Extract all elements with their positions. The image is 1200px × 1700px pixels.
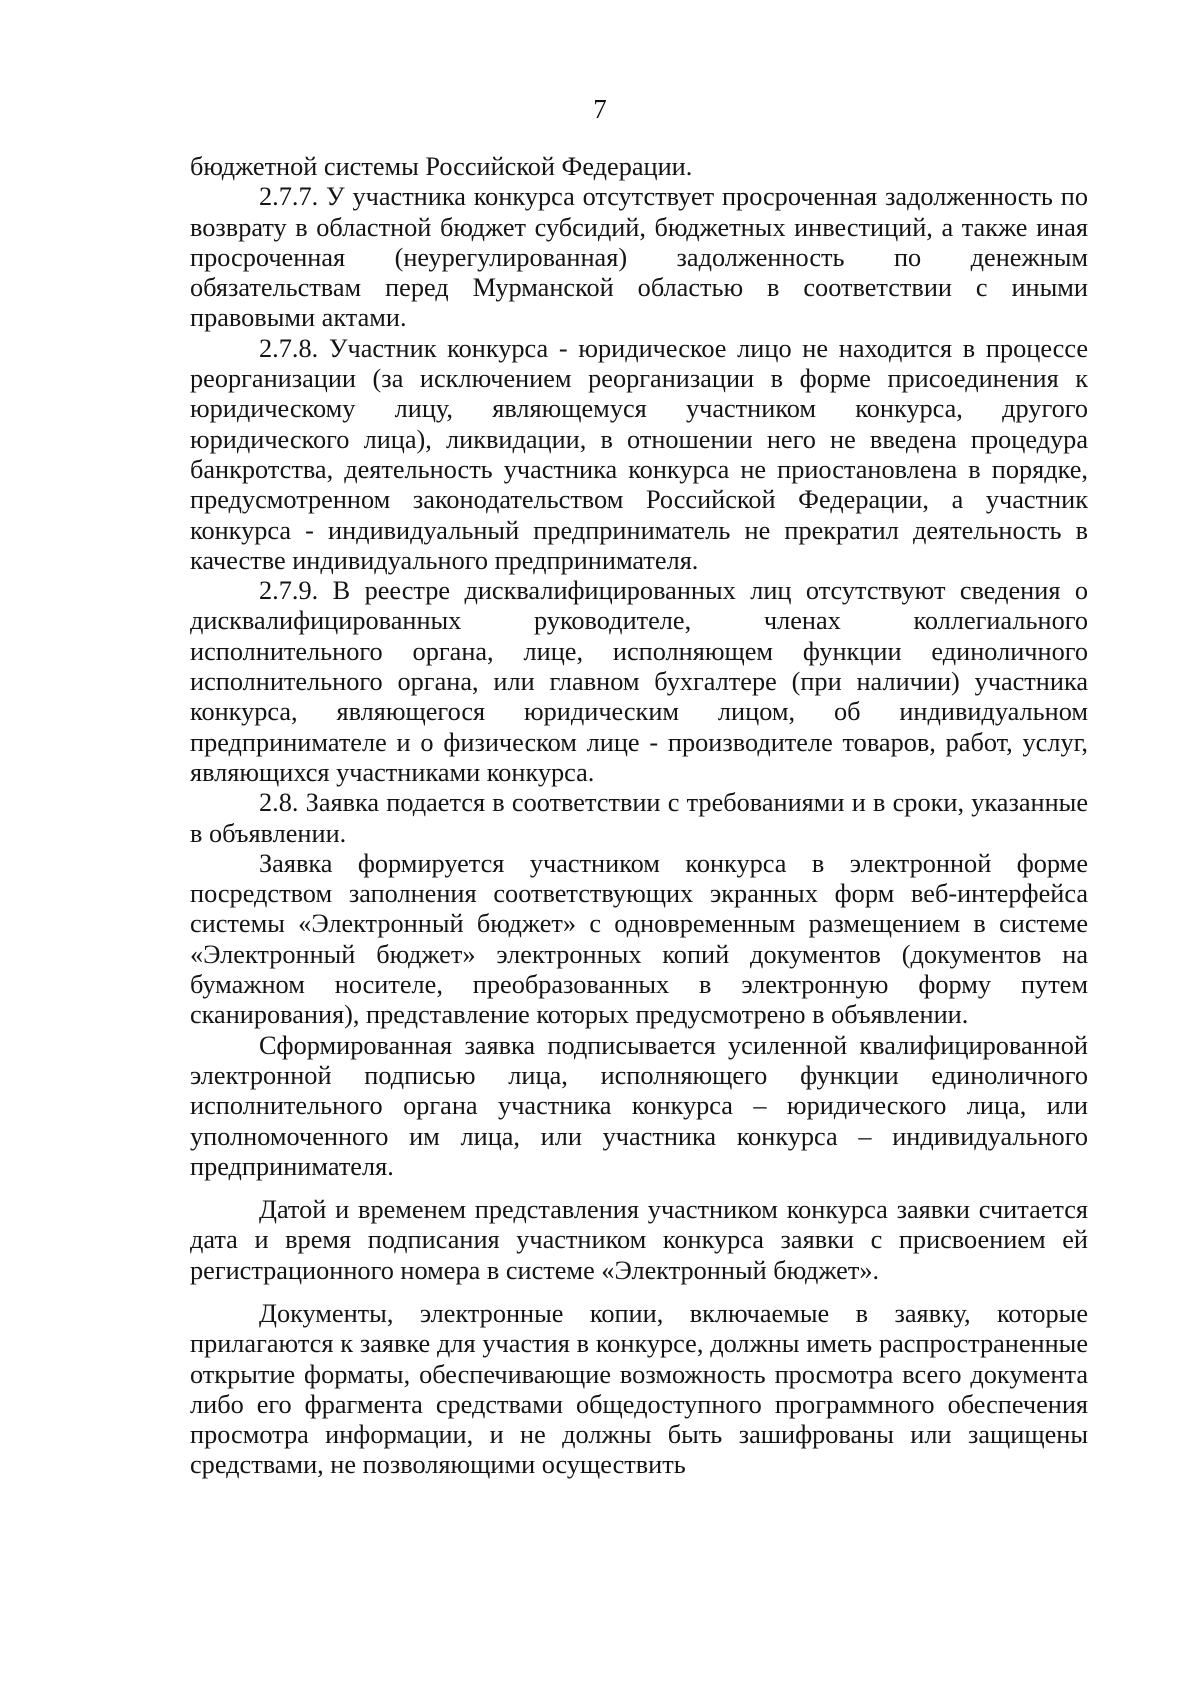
paragraph-2-7-8: 2.7.8. Участник конкурса - юридическое лицо не находится в процессе реорганизации (за исключением реорганизации в форме присоединения к юридическому лицу, являющемуся участником конкурса, другого юридического лица), ликвидации, в отношении него не введена процедура банкротства, деятельность участника конкурса не приостановлена в порядке, предусмотренном законодательством Российской Федерации, а участник конкурса - индивидуальный предприниматель не прекратил деятельность в качестве индивидуального предпринимателя. <box>190 333 1088 575</box>
paragraph-submission-date: Датой и временем представления участником конкурса заявки считается дата и время подписания участником конкурса заявки с присвоением ей регистрационного номера в системе «Электронный бюджет». <box>190 1195 1088 1285</box>
paragraph-document-formats: Документы, электронные копии, включаемые в заявку, которые прилагаются к заявке для участия в конкурсе, должны иметь распространенные открытие форматы, обеспечивающие возможность просмотра всего документа либо его фрагмента средствами общедоступного программного обеспечения просмотра информации, и не должны быть зашифрованы или защищены средствами, не позволяющими осуществить <box>190 1298 1088 1480</box>
paragraph-continuation: бюджетной системы Российской Федерации. <box>190 152 693 181</box>
paragraph-application-signature: Сформированная заявка подписывается усиленной квалифицированной электронной подписью лица, исполняющего функции единоличного исполнительного органа участника конкурса – юридического лица, или уполномоченного им лица, или участника конкурса – индивидуального предпринимателя. <box>190 1030 1088 1181</box>
paragraph-2-8: 2.8. Заявка подается в соответствии с требованиями и в сроки, указанные в объявлении. <box>190 788 1088 848</box>
paragraph-application-form: Заявка формируется участником конкурса в электронной форме посредством заполнения соответствующих экранных форм веб-интерфейса системы «Электронный бюджет» с одновременным размещением в системе «Электронный бюджет» электронных копий документов (документов на бумажном носителе, преобразованных в электронную форму путем сканирования), представление которых предусмотрено в объявлении. <box>190 848 1088 1030</box>
paragraph-2-7-9: 2.7.9. В реестре дисквалифицированных лиц отсутствуют сведения о дисквалифицированных руководителе, членах коллегиального исполнительного органа, лице, исполняющем функции единоличного исполнительного органа, или главном бухгалтере (при наличии) участника конкурса, являющегося юридическим лицом, об индивидуальном предпринимателе и о физическом лице - производителе товаров, работ, услуг, являющихся участниками конкурса. <box>190 576 1088 787</box>
document-body <box>190 152 1088 1481</box>
paragraph-2-7-7: 2.7.7. У участника конкурса отсутствует просроченная задолженность по возврату в областной бюджет субсидий, бюджетных инвестиций, а также иная просроченная (неурегулированная) задолженность по денежным обязательствам перед Мурманской областью в соответствии с иными правовыми актами. <box>190 182 1088 333</box>
page-number: 7 <box>593 94 607 124</box>
